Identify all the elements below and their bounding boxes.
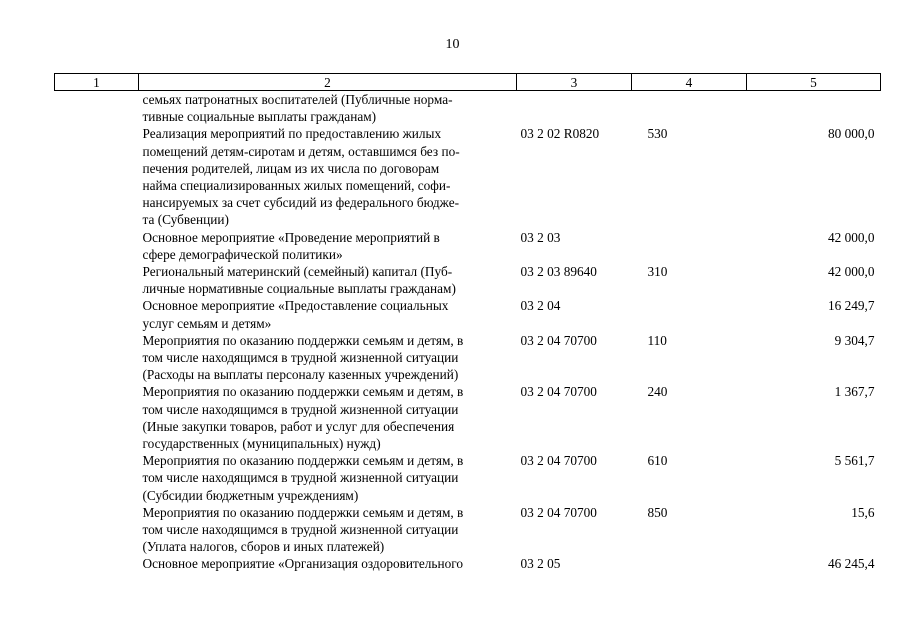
header-row <box>55 74 881 91</box>
item-name-cell <box>139 91 517 126</box>
budget-code-cell: 03 2 05 <box>520 556 561 572</box>
amount-cell: 16 249,7 <box>827 298 875 314</box>
item-name-cell <box>139 332 517 384</box>
expense-type-cell <box>632 91 747 126</box>
budget-code-cell: 03 2 04 <box>520 298 561 314</box>
expense-type-cell: 850 <box>647 504 668 520</box>
item-name-line: семьях патронатных воспитателей (Публичные норма- <box>142 92 453 107</box>
row-index-cell <box>55 332 139 384</box>
item-name-line: Основное мероприятие «Предоставление социальных <box>142 298 449 314</box>
expense-type-cell <box>632 229 747 263</box>
item-name-cell <box>139 383 517 452</box>
item-name-line: найма специализированных жилых помещений, софи- <box>142 178 451 194</box>
row-index-cell <box>55 452 139 504</box>
header-col-2: 2 <box>139 74 517 91</box>
item-name-line: та (Субвенции) <box>142 212 229 228</box>
row-index-cell <box>55 125 139 228</box>
item-name-line: государственных (муниципальных) нужд) <box>142 436 381 452</box>
table-row <box>55 263 881 297</box>
table-row <box>55 91 881 126</box>
item-name-line: том числе находящимся в трудной жизненной ситуации <box>142 522 459 538</box>
expense-type-cell: 240 <box>647 384 668 400</box>
expense-type-cell <box>632 555 747 572</box>
item-name-line: том числе находящимся в трудной жизненной ситуации <box>142 350 459 366</box>
item-name-cell <box>139 555 517 572</box>
table-row <box>55 297 881 331</box>
row-index-cell <box>55 504 139 556</box>
item-name-cell <box>139 297 517 331</box>
item-name-line: том числе находящимся в трудной жизненной ситуации <box>142 470 459 486</box>
amount-cell: 9 304,7 <box>834 332 875 348</box>
row-index-cell <box>55 297 139 331</box>
budget-code-cell <box>517 91 632 126</box>
header-col-3: 3 <box>517 74 632 91</box>
header-col-4: 4 <box>632 74 747 91</box>
table-row <box>55 229 881 263</box>
expense-type-cell <box>632 297 747 331</box>
item-name-line: печения родителей, лицам из их числа по договорам <box>142 160 440 176</box>
item-name-line: сфере демографической политики» <box>142 246 343 262</box>
budget-code-cell: 03 2 03 89640 <box>520 264 597 280</box>
header-col-1: 1 <box>55 74 139 91</box>
budget-code-cell: 03 2 02 R0820 <box>520 126 600 142</box>
item-name-line: услуг семьям и детям» <box>142 315 272 331</box>
expense-type-cell: 310 <box>647 264 668 280</box>
amount-cell: 46 245,4 <box>827 556 875 572</box>
item-name-line: Региональный материнский (семейный) капитал (Пуб- <box>142 264 453 280</box>
item-name-line: Мероприятия по оказанию поддержки семьям и детям, в <box>142 332 464 348</box>
item-name-line: Реализация мероприятий по предоставлению жилых <box>142 126 442 142</box>
row-index-cell <box>55 383 139 452</box>
page-number: 10 <box>445 37 460 52</box>
row-index-cell <box>55 91 139 126</box>
item-name-line: личные нормативные социальные выплаты гражданам) <box>142 281 456 297</box>
table-row <box>55 504 881 556</box>
item-name-line: нансируемых за счет субсидий из федерального бюдже- <box>142 195 460 211</box>
amount-cell: 5 561,7 <box>834 453 875 469</box>
item-name-cell <box>139 229 517 263</box>
expense-type-cell: 110 <box>647 332 667 348</box>
amount-cell: 1 367,7 <box>834 384 875 400</box>
item-name-cell <box>139 452 517 504</box>
row-index-cell <box>55 263 139 297</box>
item-name-cell <box>139 263 517 297</box>
item-name-line: Мероприятия по оказанию поддержки семьям и детям, в <box>142 504 464 520</box>
item-name-line: Мероприятия по оказанию поддержки семьям и детям, в <box>142 384 464 400</box>
row-index-cell <box>55 229 139 263</box>
budget-table <box>54 73 881 573</box>
table-row <box>55 332 881 384</box>
table-row <box>55 452 881 504</box>
item-name-line: тивные социальные выплаты гражданам) <box>142 109 377 125</box>
expense-type-cell: 530 <box>647 126 668 142</box>
item-name-cell <box>139 125 517 228</box>
table-body <box>55 91 881 573</box>
item-name-line: помещений детям-сиротам и детям, оставшимся без по- <box>142 143 460 159</box>
table-row <box>55 383 881 452</box>
table-header <box>55 74 881 91</box>
amount-cell <box>747 91 881 126</box>
amount-cell: 42 000,0 <box>827 229 875 245</box>
item-name-line: Мероприятия по оказанию поддержки семьям и детям, в <box>142 453 464 469</box>
amount-cell: 80 000,0 <box>827 126 875 142</box>
budget-code-cell: 03 2 04 70700 <box>520 384 597 400</box>
row-index-cell <box>55 555 139 572</box>
item-name-line: Основное мероприятие «Организация оздоровительного <box>142 556 463 572</box>
item-name-line: (Расходы на выплаты персоналу казенных учреждений) <box>142 367 459 383</box>
item-name-line: (Уплата налогов, сборов и иных платежей) <box>142 539 385 555</box>
table-row <box>55 125 881 228</box>
item-name-cell <box>139 504 517 556</box>
budget-code-cell: 03 2 04 70700 <box>520 453 597 469</box>
amount-cell: 15,6 <box>851 504 875 520</box>
header-col-5: 5 <box>747 74 881 91</box>
item-name-line: (Субсидии бюджетным учреждениям) <box>142 487 359 503</box>
budget-code-cell: 03 2 04 70700 <box>520 332 597 348</box>
amount-cell: 42 000,0 <box>827 264 875 280</box>
expense-type-cell: 610 <box>647 453 668 469</box>
budget-code-cell: 03 2 04 70700 <box>520 504 597 520</box>
item-name-line: Основное мероприятие «Проведение мероприятий в <box>142 229 440 245</box>
item-name-line: (Иные закупки товаров, работ и услуг для обеспечения <box>142 418 455 434</box>
budget-code-cell: 03 2 03 <box>520 229 561 245</box>
table-row <box>55 555 881 572</box>
item-name-line: том числе находящимся в трудной жизненной ситуации <box>142 401 459 417</box>
